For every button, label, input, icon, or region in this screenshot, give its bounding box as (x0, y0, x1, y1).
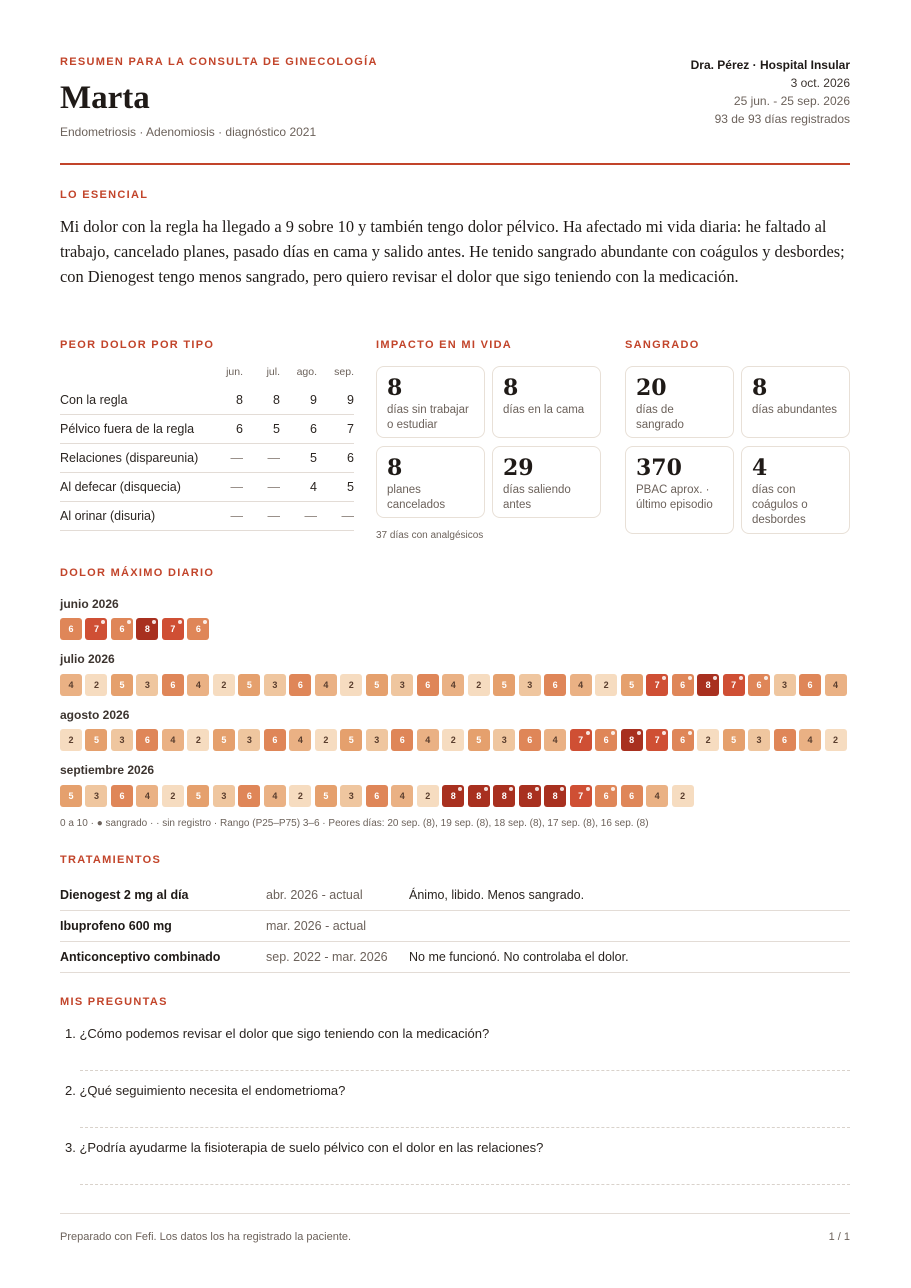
treatment-name: Dienogest 2 mg al día (60, 888, 189, 902)
day-cell: 7 (85, 618, 107, 640)
day-cell: 3 (340, 785, 362, 807)
header-divider (60, 163, 850, 165)
day-cell: 5 (213, 729, 235, 751)
bleeding-dot-icon (203, 620, 207, 624)
day-cell: 2 (672, 785, 694, 807)
cell: — (230, 451, 243, 465)
treatment-dates: abr. 2026 - actual (266, 888, 363, 902)
stat-number: 4 (752, 455, 768, 481)
day-cell: 3 (85, 785, 107, 807)
day-cell: 6 (60, 618, 82, 640)
day-cell: 4 (136, 785, 158, 807)
day-cell: 3 (366, 729, 388, 751)
day-cell: 6 (672, 674, 694, 696)
treatments-title: TRATAMIENTOS (60, 854, 162, 866)
day-cell: 8 (136, 618, 158, 640)
day-cell: 8 (468, 785, 490, 807)
answer-line (80, 1184, 850, 1185)
stat-number: 29 (503, 455, 534, 481)
cell: 6 (236, 422, 243, 436)
day-cell: 7 (570, 729, 592, 751)
bleeding-dot-icon (764, 676, 768, 680)
day-cell: 3 (136, 674, 158, 696)
treatment-name: Ibuprofeno 600 mg (60, 919, 172, 933)
day-cell: 6 (595, 729, 617, 751)
day-cell: 2 (213, 674, 235, 696)
day-cell: 2 (595, 674, 617, 696)
cell: 8 (236, 393, 243, 407)
day-cell: 6 (238, 785, 260, 807)
bleeding-dot-icon (713, 676, 717, 680)
day-cell: 4 (825, 674, 847, 696)
day-cell: 8 (621, 729, 643, 751)
day-cell: 6 (621, 785, 643, 807)
day-cell: 6 (264, 729, 286, 751)
question-item: 2. ¿Qué seguimiento necesita el endometrioma? (65, 1083, 346, 1098)
day-cell: 8 (544, 785, 566, 807)
impact-card (376, 366, 485, 438)
bleeding-dot-icon (178, 620, 182, 624)
bleeding-dot-icon (560, 787, 564, 791)
row-label: Al defecar (disquecia) (60, 480, 181, 494)
day-cell: 3 (111, 729, 133, 751)
coverage: 93 de 93 días registrados (714, 112, 850, 126)
day-cell: 3 (264, 674, 286, 696)
day-cell: 5 (315, 785, 337, 807)
stat-label: días de sangrado (636, 404, 684, 431)
stat-number: 8 (752, 375, 768, 401)
analgesics-note: 37 días con analgésicos (376, 530, 484, 541)
cell: 8 (273, 393, 280, 407)
day-cell: 2 (187, 729, 209, 751)
day-cell: 2 (468, 674, 490, 696)
page-number: 1 / 1 (828, 1231, 850, 1243)
pain-header-row (60, 366, 354, 386)
cell: — (341, 509, 354, 523)
day-cell: 2 (825, 729, 847, 751)
table-row (60, 942, 850, 973)
header-meta (691, 56, 850, 128)
bleeding-dot-icon (739, 676, 743, 680)
day-cell: 6 (595, 785, 617, 807)
row-label: Relaciones (dispareunia) (60, 451, 199, 465)
report-date: 3 oct. 2026 (790, 76, 850, 90)
bleeding-title: SANGRADO (625, 339, 700, 351)
cell: — (304, 509, 317, 523)
day-cell: 6 (544, 674, 566, 696)
bleeding-dot-icon (509, 787, 513, 791)
stat-number: 20 (636, 375, 667, 401)
day-cell: 2 (417, 785, 439, 807)
bleeding-dot-icon (688, 731, 692, 735)
cell: — (267, 509, 280, 523)
day-cell: 4 (315, 674, 337, 696)
day-cell: 7 (646, 729, 668, 751)
day-cell: 6 (111, 785, 133, 807)
daily-legend: 0 a 10 · ● sangrado · · sin registro · Rango (P25–P75) 3–6 · Peores días: 20 sep. (8), 19 sep. (8), 18 sep. (8), 17 sep. (8), 16 sep. (8) (60, 818, 649, 829)
bleeding-card (741, 446, 850, 534)
month-label: junio 2026 (60, 597, 119, 611)
day-cell: 5 (60, 785, 82, 807)
month-label: septiembre 2026 (60, 763, 155, 777)
day-cell: 6 (111, 618, 133, 640)
month-header: sep. (334, 366, 354, 378)
stat-label: días saliendo antes (503, 484, 571, 511)
stat-label: días sin trabajar o estudiar (387, 404, 469, 431)
bleeding-card (741, 366, 850, 438)
bleeding-dot-icon (127, 620, 131, 624)
day-cell: 5 (85, 729, 107, 751)
bleeding-dot-icon (484, 787, 488, 791)
stat-label: días en la cama (503, 404, 585, 416)
day-cell: 3 (519, 674, 541, 696)
month-label: agosto 2026 (60, 708, 130, 722)
row-label: Con la regla (60, 393, 128, 407)
bleeding-dot-icon (611, 731, 615, 735)
day-cell: 5 (340, 729, 362, 751)
day-cell: 4 (162, 729, 184, 751)
day-cell: 7 (570, 785, 592, 807)
doctor-name: Dra. Pérez · Hospital Insular (690, 58, 850, 72)
daily-title: DOLOR MÁXIMO DIARIO (60, 567, 215, 579)
day-cell: 5 (621, 674, 643, 696)
impact-title: IMPACTO EN MI VIDA (376, 339, 513, 351)
day-cell: 2 (697, 729, 719, 751)
day-cell: 4 (289, 729, 311, 751)
footer-divider (60, 1213, 850, 1214)
bleeding-dot-icon (101, 620, 105, 624)
question-item: 3. ¿Podría ayudarme la fisioterapia de suelo pélvico con el dolor en las relaciones? (65, 1140, 544, 1155)
header (60, 56, 850, 146)
bleeding-dot-icon (535, 787, 539, 791)
cell: 5 (310, 451, 317, 465)
essentials-text: Mi dolor con la regla ha llegado a 9 sobre 10 y también tengo dolor pélvico. Ha afectado mi vida diaria: he faltado al trabajo, cancelado planes, pasado días en cama y salido antes. He tenido sangrado abundante con coágulos y desbordes; con Dienogest tengo menos sangrado, pero quiero revisar el dolor que sigo teniendo con la medicación. (60, 217, 845, 286)
day-cell: 4 (60, 674, 82, 696)
summary-page (60, 0, 850, 1288)
day-cell: 5 (187, 785, 209, 807)
day-cell: 7 (646, 674, 668, 696)
stat-number: 8 (387, 375, 403, 401)
header-kicker: RESUMEN PARA LA CONSULTA DE GINECOLOGÍA (60, 56, 378, 68)
bleeding-dot-icon (586, 787, 590, 791)
bleeding-dot-icon (611, 787, 615, 791)
bleeding-dot-icon (662, 676, 666, 680)
day-cell: 2 (289, 785, 311, 807)
bleeding-dot-icon (662, 731, 666, 735)
month-header: jun. (226, 366, 243, 378)
stat-number: 8 (503, 375, 519, 401)
row-label: Pélvico fuera de la regla (60, 422, 195, 436)
diagnosis-subtitle: Endometriosis · Adenomiosis · diagnóstico 2021 (60, 125, 317, 139)
day-cell: 2 (315, 729, 337, 751)
table-row (60, 415, 354, 444)
date-range: 25 jun. - 25 sep. 2026 (733, 94, 850, 108)
impact-card (376, 446, 485, 518)
treatment-dates: sep. 2022 - mar. 2026 (266, 950, 388, 964)
day-cell: 4 (264, 785, 286, 807)
question-item: 1. ¿Cómo podemos revisar el dolor que sigo teniendo con la medicación? (65, 1026, 490, 1041)
cell: 5 (347, 480, 354, 494)
month-header: ago. (296, 366, 317, 378)
stat-label: PBAC aprox. · último episodio (636, 484, 713, 511)
day-cell: 3 (213, 785, 235, 807)
bleeding-card (625, 446, 734, 534)
day-cell: 2 (85, 674, 107, 696)
day-cell: 6 (187, 618, 209, 640)
stat-label: días abundantes (752, 404, 838, 416)
day-cell: 2 (162, 785, 184, 807)
day-cell: 6 (162, 674, 184, 696)
table-row (60, 386, 354, 415)
day-cell: 2 (340, 674, 362, 696)
day-cell: 8 (493, 785, 515, 807)
stat-label: planes cancelados (387, 484, 446, 511)
day-cell: 4 (442, 674, 464, 696)
treatment-note: Ánimo, libido. Menos sangrado. (409, 888, 585, 902)
cell: 9 (310, 393, 317, 407)
cell: — (230, 480, 243, 494)
day-cell: 4 (391, 785, 413, 807)
stat-number: 8 (387, 455, 403, 481)
day-cell: 2 (442, 729, 464, 751)
bleeding-dot-icon (637, 731, 641, 735)
table-row (60, 473, 354, 502)
day-cell: 6 (799, 674, 821, 696)
day-cell: 6 (748, 674, 770, 696)
day-cell: 5 (493, 674, 515, 696)
day-cell: 8 (442, 785, 464, 807)
day-cell: 6 (519, 729, 541, 751)
table-row (60, 880, 850, 911)
day-cell: 5 (111, 674, 133, 696)
answer-line (80, 1070, 850, 1071)
day-cell: 8 (697, 674, 719, 696)
cell: 6 (310, 422, 317, 436)
cell: 7 (347, 422, 354, 436)
table-row (60, 911, 850, 942)
treatment-dates: mar. 2026 - actual (266, 919, 367, 933)
day-cell: 4 (646, 785, 668, 807)
bleeding-card (625, 366, 734, 438)
essentials-title: LO ESENCIAL (60, 189, 149, 201)
day-cell: 5 (238, 674, 260, 696)
bleeding-dot-icon (458, 787, 462, 791)
day-cell: 6 (672, 729, 694, 751)
treatment-note: No me funcionó. No controlaba el dolor. (409, 950, 629, 964)
patient-name: Marta (60, 80, 150, 116)
footer-text: Preparado con Fefi. Los datos los ha registrado la paciente. (60, 1231, 352, 1243)
day-cell: 4 (187, 674, 209, 696)
day-cell: 8 (519, 785, 541, 807)
day-cell: 5 (468, 729, 490, 751)
table-row (60, 502, 354, 531)
day-cell: 4 (544, 729, 566, 751)
treatments-table (60, 880, 850, 973)
stat-number: 370 (636, 455, 682, 481)
day-cell: 3 (493, 729, 515, 751)
treatment-name: Anticonceptivo combinado (60, 950, 221, 964)
day-cell: 2 (60, 729, 82, 751)
day-cell: 5 (723, 729, 745, 751)
bleeding-dot-icon (586, 731, 590, 735)
impact-card (492, 366, 601, 438)
bleeding-dot-icon (152, 620, 156, 624)
cell: 5 (273, 422, 280, 436)
cell: — (230, 509, 243, 523)
day-cell: 6 (289, 674, 311, 696)
day-cell: 7 (723, 674, 745, 696)
pain-table (60, 366, 354, 531)
cell: 9 (347, 393, 354, 407)
stat-label: días con coágulos o desbordes (752, 484, 808, 526)
bleeding-dot-icon (688, 676, 692, 680)
day-cell: 6 (366, 785, 388, 807)
day-cell: 7 (162, 618, 184, 640)
month-header: jul. (266, 366, 280, 378)
cell: 6 (347, 451, 354, 465)
answer-line (80, 1127, 850, 1128)
day-cell: 6 (136, 729, 158, 751)
cell: — (267, 480, 280, 494)
day-cell: 4 (417, 729, 439, 751)
day-cell: 4 (570, 674, 592, 696)
day-cell: 3 (748, 729, 770, 751)
row-label: Al orinar (disuria) (60, 509, 156, 523)
day-cell: 4 (799, 729, 821, 751)
impact-card (492, 446, 601, 518)
day-cell: 5 (366, 674, 388, 696)
day-cell: 3 (391, 674, 413, 696)
day-cell: 3 (238, 729, 260, 751)
cell: — (267, 451, 280, 465)
day-cell: 6 (417, 674, 439, 696)
day-cell: 6 (391, 729, 413, 751)
pain-title: PEOR DOLOR POR TIPO (60, 339, 215, 351)
day-cell: 3 (774, 674, 796, 696)
month-label: julio 2026 (60, 652, 115, 666)
table-row (60, 444, 354, 473)
cell: 4 (310, 480, 317, 494)
day-cell: 6 (774, 729, 796, 751)
questions-title: MIS PREGUNTAS (60, 996, 168, 1008)
